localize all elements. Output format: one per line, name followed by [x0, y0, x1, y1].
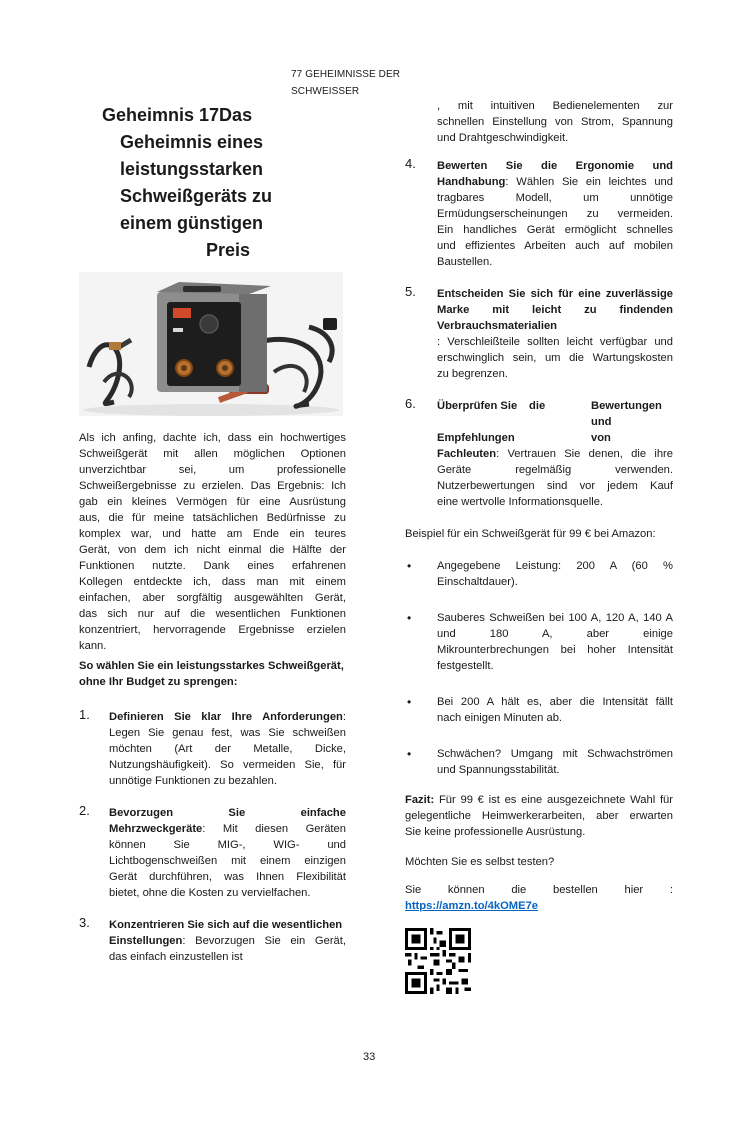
bullet-item	[405, 694, 673, 726]
tip-number: 4.	[405, 156, 416, 171]
tip-lead: Überprüfen Sie	[437, 400, 518, 412]
tip-body-line: Gerät durchführen, was Ihnen Flexibilität	[109, 871, 346, 883]
tip-body-line: , mit intuitiven Bedienelementen zur	[437, 100, 673, 112]
tip-lead: Konzentrieren Sie sich auf die wesentlichen	[109, 919, 343, 931]
tip-body-line: : Vertrauen Sie denen, die ihre	[496, 448, 673, 460]
tip-body-line: Ermüdungserscheinungen zu vermeiden.	[437, 208, 673, 220]
tip-number: 3.	[79, 915, 90, 930]
intro-line: kann.	[79, 640, 107, 652]
tip-5	[405, 286, 673, 382]
bullet-dot-icon: •	[407, 695, 412, 709]
tip-body-line: bietet, ohne die Kosten zu vervielfachen.	[109, 887, 311, 899]
tip-lead: Bewerten Sie die Ergonomie und	[437, 160, 673, 172]
tip-lead: Verbrauchsmaterialien	[437, 320, 558, 332]
verdict-line: gelegentliche Heimwerkerarbeiten, aber erwarten	[405, 810, 673, 822]
tip-1	[79, 709, 346, 789]
left-column	[79, 430, 346, 981]
tip-lead: Bewertungen	[591, 400, 662, 412]
tip-body-line: schnellen Einstellung von Strom, Spannung	[437, 116, 673, 128]
tip-4	[405, 158, 673, 270]
tip-body-line: Lichtbogenschweißen mit einem einzigen	[109, 855, 346, 867]
bullet-line: Angegebene Leistung: 200 A (60 %	[437, 560, 673, 572]
tip-3	[79, 917, 346, 965]
welding-machine-photo	[79, 272, 343, 416]
intro-line: Kollegen entdeckte ich, dass man mit einem	[79, 576, 346, 588]
intro-line: unverzichtbar sei, um professionelle	[79, 464, 346, 476]
intro-line: das sich nur auf die wesentlichen Funktionen	[79, 608, 346, 620]
chapter-title	[94, 102, 284, 264]
verdict-label: Fazit:	[405, 794, 435, 806]
chapter-title-line-2: Geheimnis eines	[120, 132, 264, 152]
order-text: Sie können die bestellen hier :	[405, 884, 673, 896]
chapter-title-line-1: Geheimnis 17Das	[102, 105, 253, 125]
bullet-dot-icon: •	[407, 747, 412, 761]
tip-number: 6.	[405, 396, 416, 411]
tip-lead: Bevorzugen Sie einfache	[109, 807, 346, 819]
tip-lead: Handhabung	[437, 176, 506, 188]
tip-lead: Einstellungen	[109, 935, 183, 947]
bullet-item	[405, 558, 673, 590]
intro-line: komplex war, und hatte am Ende ein teures	[79, 528, 346, 540]
intro-line: aus, die für meine tatsächlichen Bedürfnisse zu	[79, 512, 346, 524]
bullet-line: festgestellt.	[437, 660, 494, 672]
tip-2	[79, 805, 346, 901]
running-header	[291, 66, 400, 100]
tip-lead: Marke mit leicht zu findenden	[437, 304, 673, 316]
tip-body-line: Ein handliches Gerät ermöglicht schnelles	[437, 224, 673, 236]
bullet-line: Schwächen? Umgang mit Schwachströmen	[437, 748, 673, 760]
intro-paragraph	[79, 430, 346, 654]
tip-lead: Entscheiden Sie sich für eine zuverlässige	[437, 288, 673, 300]
tip-body-line: und Drahtgeschwindigkeit.	[437, 132, 569, 144]
bullet-dot-icon: •	[407, 611, 412, 625]
tip-lead: von	[591, 432, 611, 444]
tip-body-line: Nutzungshäufigkeit). So vermeiden Sie, für	[109, 759, 346, 771]
cta-question: Möchten Sie es selbst testen?	[405, 856, 555, 868]
bullet-line: und 180 A, aber einige	[437, 628, 673, 640]
tip-body-line: : Legen Sie genau fest, was Sie schweißen	[109, 711, 346, 739]
bullet-item	[405, 610, 673, 674]
intro-line: Schweißgerät mit allen möglichen Optionen	[79, 448, 346, 460]
tip-lead: und	[591, 416, 612, 428]
tip-body-line: Geräte regelmäßig verwenden.	[437, 464, 673, 476]
chapter-title-line-4: Schweißgeräts zu	[120, 186, 273, 206]
bullet-line: Sauberes Schweißen bei 100 A, 120 A, 140 A	[437, 612, 673, 624]
running-header-line-1: 77 GEHEIMNISSE DER	[291, 69, 401, 80]
tip-lead: die	[529, 400, 546, 412]
chapter-title-line-3: leistungsstarken	[120, 159, 264, 179]
verdict	[405, 792, 673, 840]
intro-line: Schweißergebnisse zu erzielen. Das Ergebnis: Ich	[79, 480, 346, 492]
tip-number: 1.	[79, 707, 90, 722]
order-link[interactable]: https://amzn.to/4kOME7e	[405, 900, 539, 912]
example-intro: Beispiel für ein Schweißgerät für 99 € bei Amazon:	[405, 528, 656, 540]
intro-line: Gerät, von dem ich nicht einmal die Hälfte der	[79, 544, 346, 556]
tip-body-line: erschwinglich sein, um die Wartungskosten	[437, 352, 673, 364]
tip-body-line: eine wertvolle Informationsquelle.	[437, 496, 604, 508]
tip-body-line: Baustellen.	[437, 256, 493, 268]
guide-heading-line: ohne Ihr Budget zu sprengen:	[79, 676, 238, 688]
tip-body-line: das einfach einzustellen ist	[109, 951, 243, 963]
tip-body-line: können Sie MIG-, WIG- und	[109, 839, 346, 851]
guide-heading-line: So wählen Sie ein leistungsstarkes Schweißgerät,	[79, 660, 344, 672]
tip-lead: Definieren Sie klar Ihre Anforderungen	[109, 711, 343, 723]
running-header-line-2: SCHWEISSER	[291, 86, 360, 97]
tip-body-line: unnötige Funktionen zu bezahlen.	[109, 775, 277, 787]
tip-body-line: tragbares Modell, um unnötige	[437, 192, 673, 204]
tip-body-line: zu begrenzen.	[437, 368, 508, 380]
tip-body-line: : Mit diesen Geräten	[202, 823, 346, 835]
bullet-line: Bei 200 A hält es, aber die Intensität fällt	[437, 696, 673, 708]
intro-line: Funktionen nutzte. Dank eines erfahrenen	[79, 560, 346, 572]
tip-3-continuation	[405, 98, 673, 146]
tip-body-line: : Wählen Sie ein leichtes und	[505, 176, 673, 188]
bullet-line: und Spannungsstabilität.	[437, 764, 560, 776]
bullet-line: Mikrounterbrechungen bei hoher Intensität	[437, 644, 673, 656]
bullet-item	[405, 746, 673, 778]
chapter-title-line-6: Preis	[206, 240, 251, 260]
bullet-line: Einschaltdauer).	[437, 576, 518, 588]
verdict-line: Für 99 € ist es eine ausgezeichnete Wahl für	[434, 794, 673, 806]
tip-lead: Mehrzweckgeräte	[109, 823, 203, 835]
intro-line: konzentriert, hervorragende Ergebnisse erzielen	[79, 624, 346, 636]
tip-6	[405, 398, 673, 510]
tip-body-line: möchten (Art der Metalle, Dicke,	[109, 743, 346, 755]
bullet-dot-icon: •	[407, 559, 412, 573]
tip-lead: Fachleuten	[437, 448, 497, 460]
tip-body-line: und effizientes Arbeiten auch auf mobilen	[437, 240, 673, 252]
tip-lead: Empfehlungen	[437, 432, 515, 444]
intro-line: einfachen, aber sorgfältig ausgewählten Gerät,	[79, 592, 346, 604]
tip-number: 2.	[79, 803, 90, 818]
qr-code[interactable]	[405, 928, 471, 994]
intro-line: Als ich anfing, dachte ich, dass ein hochwertiges	[79, 432, 346, 444]
tip-number: 5.	[405, 284, 416, 299]
chapter-title-line-5: einem günstigen	[120, 213, 264, 233]
guide-heading	[79, 658, 346, 690]
right-column	[405, 98, 673, 999]
page-number: 33	[363, 1051, 376, 1063]
bullet-line: nach einigen Minuten ab.	[437, 712, 563, 724]
intro-line: gab ein kleines Vermögen für eine Ausrüstung	[79, 496, 346, 508]
tip-body-line: Nutzerbewertungen sind vor jedem Kauf	[437, 480, 673, 492]
tip-body-line: : Verschleißteile sollten leicht verfügbar und	[437, 336, 673, 348]
verdict-line: Sie keine professionelle Ausrüstung.	[405, 826, 586, 838]
tip-body-line: : Bevorzugen Sie ein Gerät,	[182, 935, 346, 947]
